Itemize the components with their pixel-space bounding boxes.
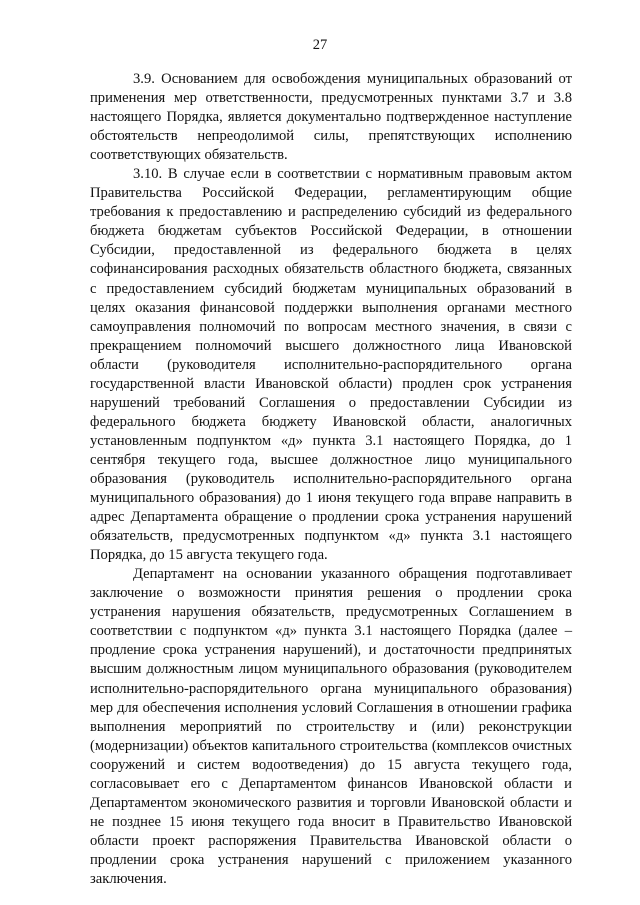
paragraph-department-conclusion: Департамент на основании указанного обращения подготавливает заключение о возможности принятия решения о продлении срока устранения нарушения обязательств, предусмотренных Соглашением в соответствии с подпунктом «д» пункта 3.1 настоящего Порядка (далее – продление срока устранения нарушений), и достаточности предпринятых высшим должностным лицом муниципального образования (руководителем исполнительно-распорядительного органа муниципального образования) мер для обеспечения исполнения условий Соглашения в отношении графика выполнения мероприятий по строительству и (или) реконструкции (модернизации) объектов капитального строительства (комплексов очистных сооружений и систем водоотведения) до 15 августа текущего года, согласовывает его с Департаментом финансов Ивановской области и Департаментом экономического развития и торговли Ивановской области и не позднее 15 июня текущего года вносит в Правительство Ивановской области проект распоряжения Правительства Ивановской области о продлении срока устранения нарушений с приложением указанного заключения.	[90, 566, 572, 887]
page-number: 27	[312, 37, 328, 53]
paragraph-3-9: 3.9. Основанием для освобождения муниципальных образований от применения мер ответственности, предусмотренных пунктами 3.7 и 3.8 настоящего Порядка, является документально подтвержденное наступление обстоятельств непреодолимой силы, препятствующих исполнению соответствующих обязательств.	[90, 71, 572, 164]
paragraph-3-10: 3.10. В случае если в соответствии с нормативным правовым актом Правительства Российской Федерации, регламентирующим общие требования к предоставлению и распределению субсидий из федерального бюджета бюджетам субъектов Российской Федерации, в отношении Субсидии, предоставленной из федерального бюджета в целях софинансирования расходных обязательств областного бюджета, связанных с предоставлением субсидий бюджетам муниципальных образований в целях оказания финансовой поддержки выполнения органами местного самоуправления полномочий по вопросам местного значения, в связи с прекращением полномочий высшего должностного лица Ивановской области (руководителя исполнительно-распорядительного органа государственной власти Ивановской области) продлен срок устранения нарушений требований Соглашения о предоставлении Субсидии из федерального бюджета бюджету Ивановской области, аналогичных установленным подпунктом «д» пункта 3.1 настоящего Порядка, до 1 сентября текущего года, высшее должностное лицо муниципального образования (руководитель исполнительно-распорядительного органа муниципального образования) до 1 июня текущего года вправе направить в адрес Департамента обращение о продлении срока устранения нарушений обязательств, предусмотренных подпунктом «д» пункта 3.1 настоящего Порядка, до 15 августа текущего года.	[90, 166, 572, 564]
document-body	[90, 70, 572, 889]
